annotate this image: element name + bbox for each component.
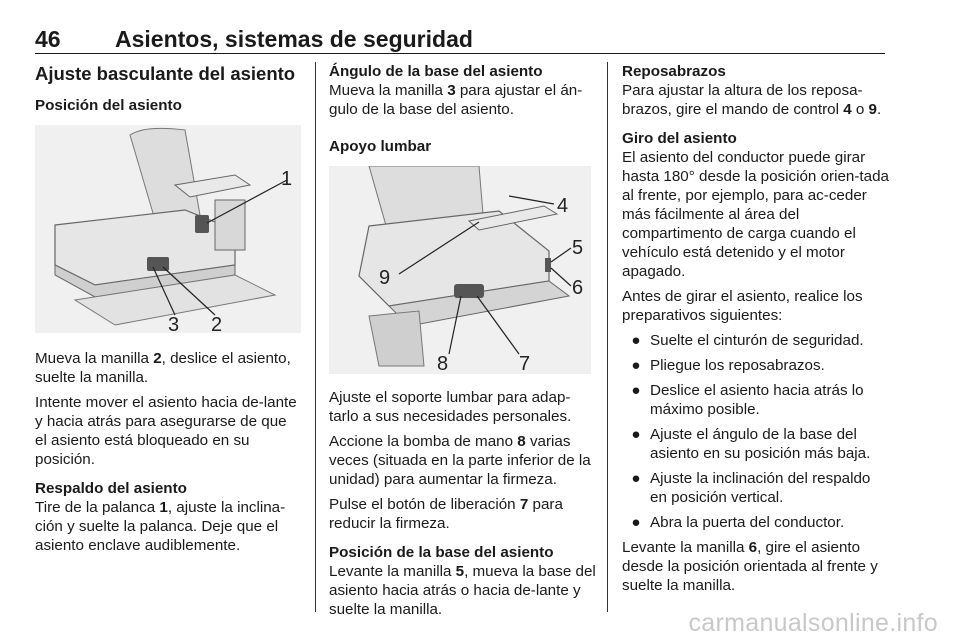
column-divider [315, 62, 316, 612]
callout-1: 1 [281, 168, 293, 190]
list-item: ● Abra la puerta del conductor. [622, 513, 890, 532]
bullet-icon: ● [631, 470, 641, 487]
subheading-seat-swivel: Giro del asiento [622, 130, 737, 147]
page-header [35, 22, 885, 54]
callout-7: 7 [519, 353, 531, 374]
watermark: carmanualsonline.info [688, 609, 938, 637]
paragraph: Mueva la manilla 2, deslice el asiento, suelte la manilla. [35, 350, 291, 386]
bullet-icon: ● [631, 332, 641, 349]
subheading-backrest: Respaldo del asiento [35, 480, 187, 497]
backrest-lever-icon [195, 215, 209, 233]
column-2 [329, 62, 597, 619]
list-item: ● Suelte el cinturón de seguridad. [622, 331, 890, 350]
paragraph: Mueva la manilla 3 para ajustar el án-gulo de la base del asiento. [329, 82, 583, 118]
list-item: ● Pliegue los reposabrazos. [622, 356, 890, 375]
base-handle-icon [545, 258, 551, 272]
page-title: Asientos, sistemas de seguridad [115, 26, 473, 52]
paragraph: Tire de la palanca 1, ajuste la inclina-ción y suelte la palanca. Deje que el asiento enclave audiblemente. [35, 499, 286, 554]
callout-5: 5 [572, 237, 584, 259]
seat-position-illustration [35, 125, 301, 333]
bullet-icon: ● [631, 357, 641, 374]
paragraph: Intente mover el asiento hacia de-lante y hacia atrás para asegurarse de que el asiento está bloqueado en su posición. [35, 394, 297, 468]
preparation-list [622, 331, 890, 532]
subheading-seat-base-angle: Ángulo de la base del asiento [329, 63, 543, 80]
lumbar-support-illustration [329, 166, 591, 374]
callout-2: 2 [211, 314, 223, 333]
callout-9: 9 [379, 267, 391, 289]
subheading-armrests: Reposabrazos [622, 63, 726, 80]
bullet-icon: ● [631, 382, 641, 399]
subheading-lumbar-support: Apoyo lumbar [329, 138, 432, 155]
column-3 [622, 62, 890, 595]
paragraph: Levante la manilla 6, gire el asiento desde la posición orientada al frente y suelte la manilla. [622, 539, 878, 594]
paragraph: El asiento del conductor puede girar hasta 180° desde la posición orien-tada al frente, por ejemplo, para ac-ceder más fácilmente al área del compartimento de carga cuando el vehículo está detenido y el motor apagado. [622, 149, 889, 280]
subheading-seat-base-position: Posición de la base del asiento [329, 544, 554, 561]
callout-6: 6 [572, 277, 584, 299]
list-item: ● Deslice el asiento hacia atrás lo máximo posible. [622, 381, 890, 419]
bullet-icon: ● [631, 426, 641, 443]
paragraph: Levante la manilla 5, mueva la base del asiento hacia atrás o hacia de-lante y suelte la manilla. [329, 563, 596, 618]
page-number: 46 [35, 26, 61, 52]
paragraph: Pulse el botón de liberación 7 para reducir la firmeza. [329, 496, 563, 532]
section-heading: Ajuste basculante del asiento [35, 63, 296, 84]
pump-icon [454, 284, 484, 298]
paragraph: Para ajustar la altura de los reposa-brazos, gire el mando de control 4 o 9. [622, 82, 882, 118]
subheading-seat-position: Posición del asiento [35, 97, 182, 114]
callout-8: 8 [437, 353, 449, 374]
bullet-icon: ● [631, 514, 641, 531]
paragraph: Accione la bomba de mano 8 varias veces (situada en la parte inferior de la unidad) para aumentar la firmeza. [329, 433, 591, 488]
paragraph: Ajuste el soporte lumbar para adap-tarlo a sus necesidades personales. [329, 389, 572, 425]
column-1 [35, 62, 301, 555]
paragraph: Antes de girar el asiento, realice los preparativos siguientes: [622, 288, 863, 324]
list-item: ● Ajuste el ángulo de la base del asiento en su posición más baja. [622, 425, 890, 463]
callout-3: 3 [168, 314, 180, 333]
list-item: ● Ajuste la inclinación del respaldo en posición vertical. [622, 469, 890, 507]
callout-4: 4 [557, 195, 569, 217]
column-divider [607, 62, 608, 612]
